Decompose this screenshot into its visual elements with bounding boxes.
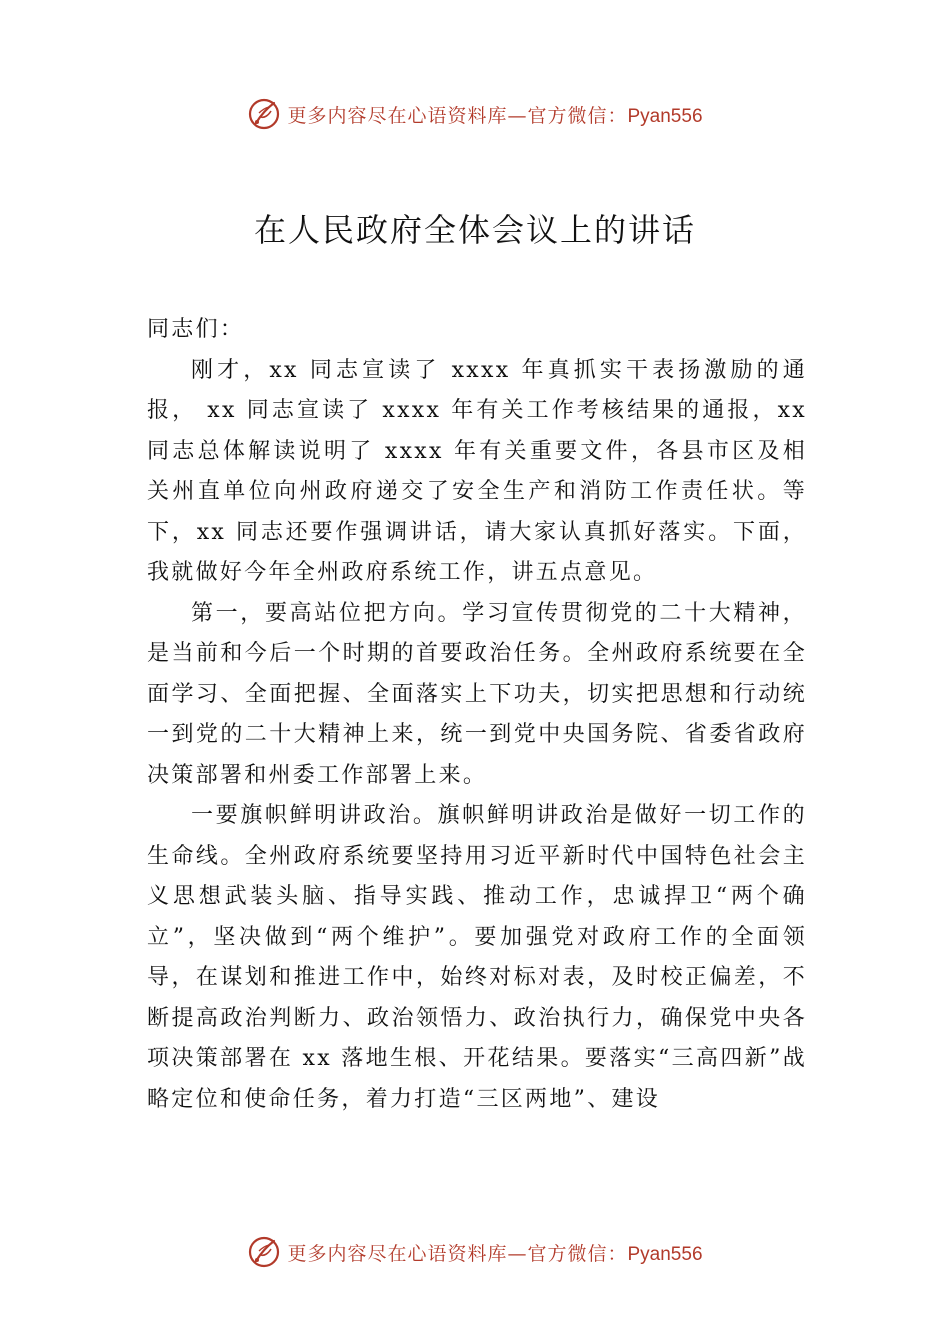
banner-wechat-id: Pyan556 [627,1243,703,1265]
paragraph: 第一，要高站位把方向。学习宣传贯彻党的二十大精神，是当前和今后一个时期的首要政治任务。全州政府系统要在全面学习、全面把握、全面落实上下功夫，切实把思想和行动统一到党的二十大精神上来，统一到党中央国务院、省委省政府决策部署和州委工作部署上来。 [147,600,807,788]
banner-separator: — [507,1242,528,1265]
banner-wechat-label: 官方微信： [527,1242,628,1265]
document-body [147,310,807,1120]
banner-slogan: 更多内容尽在心语资料库 [287,104,508,127]
feather-seal-icon [247,97,281,131]
banner-wechat-id: Pyan556 [627,105,703,127]
paragraph: 刚才，xx 同志宣读了 xxxx 年真抓实干表扬激励的通报， xx 同志宣读了 xxxx 年有关工作考核结果的通报，xx 同志总体解读说明了 xxxx 年有关重要文件，各县市区及相关州直单位向州政府递交了安全生产和消防工作责任状。等下，xx 同志还要作强调讲话，请大家认真抓好落实。下面，我就做好今年全州政府系统工作，讲五点意见。 [147,357,807,585]
feather-seal-icon [247,1235,281,1269]
header-banner [0,94,950,134]
banner-text [287,1239,702,1266]
banner-wechat-label: 官方微信： [527,104,628,127]
banner-separator: — [507,104,528,127]
footer-banner [0,1232,950,1272]
salutation: 同志们： [147,317,245,342]
banner-text [287,101,702,128]
document-title: 在人民政府全体会议上的讲话 [253,211,696,249]
paragraph: 一要旗帜鲜明讲政治。旗帜鲜明讲政治是做好一切工作的生命线。全州政府系统要坚持用习近平新时代中国特色社会主义思想武装头脑、指导实践、推动工作，忠诚捍卫“两个确立”，坚决做到“两个维护”。要加强党对政府工作的全面领导，在谋划和推进工作中，始终对标对表，及时校正偏差，不断提高政治判断力、政治领悟力、政治执行力，确保党中央各项决策部署在 xx 落地生根、开花结果。要落实“三高四新”战略定位和使命任务，着力打造“三区两地”、建设 [147,803,807,1112]
banner-slogan: 更多内容尽在心语资料库 [287,1242,508,1265]
